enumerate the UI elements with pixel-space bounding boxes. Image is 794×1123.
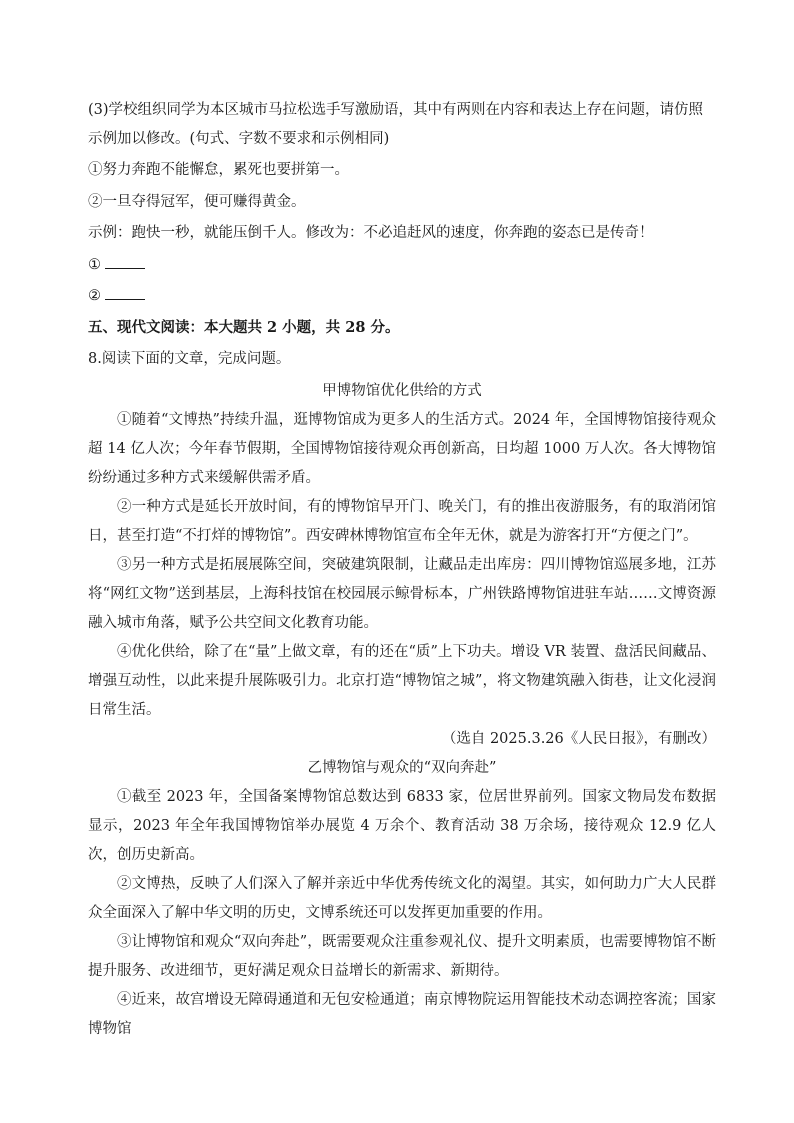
article-b-paragraph-4: ④近来，故宫增设无障碍通道和无包安检通道；南京博物院运用智能技术动态调控客流；国家博物馆 [88, 991, 716, 1037]
answer-label-2: ② [88, 288, 101, 304]
question3-item2: ②一旦夺得冠军，便可赚得黄金。 [88, 193, 306, 210]
article-b-paragraph-2: ②文博热，反映了人们深入了解并亲近中华优秀传统文化的渴望。其实，如何助力广大人民群众全面深入了解中华文明的历史，文博系统还可以发挥更加重要的作用。 [88, 875, 716, 921]
answer-blank-2[interactable] [105, 285, 145, 300]
article-a-title: 甲博物馆优化供给的方式 [322, 382, 482, 399]
answer-label-1: ① [88, 256, 101, 273]
document-page [88, 96, 716, 1044]
article-b-title: 乙博物馆与观众的“双向奔赴” [307, 759, 497, 776]
article-a-paragraph-4: ④优化供给，除了在“量”上做文章，有的还在“质”上下功夫。增设 VR 装置、盘活民间藏品、增强互动性，以此来提升展陈吸引力。北京打造“博物馆之城”，将文物建筑融入街巷，让文化浸润日常生活。 [88, 643, 716, 718]
question3-example: 示例：跑快一秒，就能压倒千人。修改为：不必追赶风的速度，你奔跑的姿态已是传奇！ [88, 225, 654, 241]
answer-blank-1[interactable] [105, 254, 145, 269]
answer-line-1 [88, 251, 716, 280]
article-a-source: （选自 2025.3.26《人民日报》，有删改） [441, 730, 716, 747]
question8-prompt: 8.阅读下面的文章，完成问题。 [88, 351, 291, 367]
answer-line-2 [88, 282, 716, 311]
question3-item1: ①努力奔跑不能懈怠，累死也要拼第一。 [88, 162, 349, 178]
question3-intro: (3)学校组织同学为本区城市马拉松选手写激励语，其中有两则在内容和表达上存在问题，请仿照示例加以修改。(句式、字数不要求和示例相同) [88, 102, 704, 147]
article-b-paragraph-3: ③让博物馆和观众“双向奔赴”，既需要观众注重参观礼仪、提升文明素质，也需要博物馆不断提升服务、改进细节，更好满足观众日益增长的新需求、新期待。 [88, 933, 716, 979]
article-a-paragraph-3: ③另一种方式是拓展展陈空间，突破建筑限制，让藏品走出库房：四川博物馆巡展多地，江苏将“网红文物”送到基层，上海科技馆在校园展示鲸骨标本，广州铁路博物馆进驻车站……文博资源融入城市角落，赋予公共空间文化教育功能。 [88, 556, 716, 631]
article-a-paragraph-2: ②一种方式是延长开放时间，有的博物馆早开门、晚关门，有的推出夜游服务，有的取消闭馆日，甚至打造“不打烊的博物馆”。西安碑林博物馆宣布全年无休，就是为游客打开“方便之门”。 [88, 498, 716, 544]
section5-heading: 五、现代文阅读：本大题共 2 小题，共 28 分。 [88, 318, 400, 336]
article-a-paragraph-1: ①随着“文博热”持续升温，逛博物馆成为更多人的生活方式。2024 年，全国博物馆接待观众超 14 亿人次；今年春节假期，全国博物馆接待观众再创新高，日均超 1000 万人次。各大博物馆纷纷通过多种方式来缓解供需矛盾。 [88, 411, 716, 486]
article-b-paragraph-1: ①截至 2023 年，全国备案博物馆总数达到 6833 家，位居世界前列。国家文物局发布数据显示，2023 年全年我国博物馆举办展览 4 万余个、教育活动 38 万余场，接待观众 12.9 亿人次，创历史新高。 [88, 788, 716, 863]
